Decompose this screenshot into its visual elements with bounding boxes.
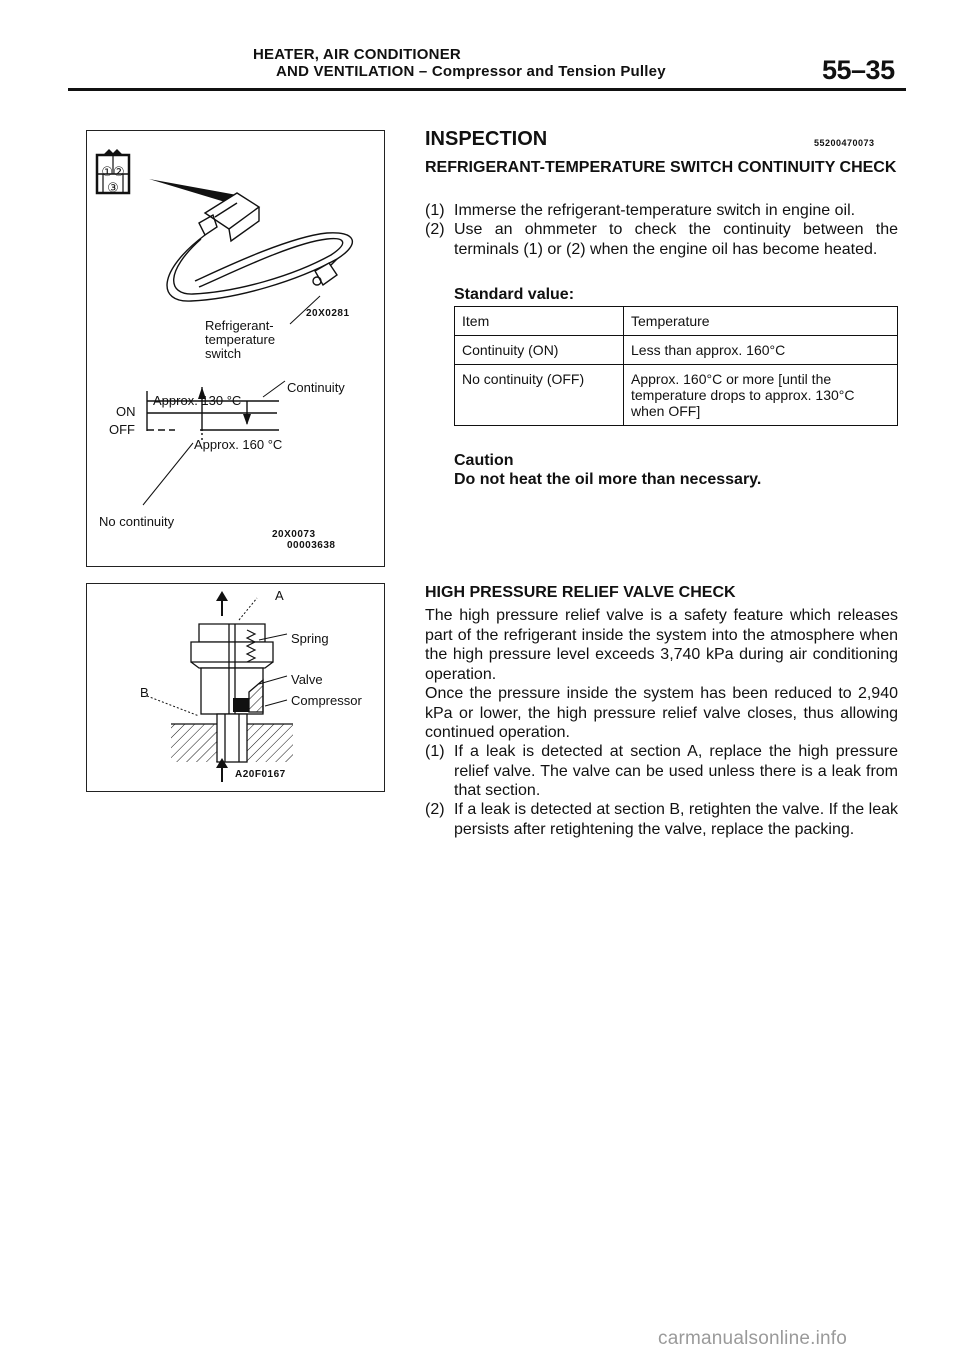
relief-step-1-number: (1): [425, 743, 445, 760]
figure-switch: [86, 130, 385, 567]
inspection-subtitle: REFRIGERANT-TEMPERATURE SWITCH CONTINUITY CHECK: [425, 159, 897, 176]
connector-pins-top: ①②: [101, 164, 125, 179]
step-2-text: Use an ohmmeter to check the continuity between the terminals (1) or (2) when the engine oil has become heated.: [454, 221, 898, 258]
relief-step-2: [425, 800, 898, 860]
table-header-cell: Temperature: [624, 307, 898, 336]
relief-valve-illustration: [87, 584, 384, 791]
figure-relief-valve: [86, 583, 385, 792]
relief-step-2-number: (2): [425, 801, 445, 818]
relief-step-1-text: If a leak is detected at section A, replace the high pressure relief valve. The valve can be used unless there is a leak from that section.: [454, 743, 898, 799]
caution-text: Do not heat the oil more than necessary.: [454, 471, 762, 488]
relief-intro-1: The high pressure relief valve is a safety feature which releases part of the refrigerant inside the system into the atmosphere when the high pressure level exceeds 3,740 kPa during air conditioning operation.: [425, 607, 898, 683]
table-header-cell: Item: [455, 307, 624, 336]
approx-160-label: Approx. 160 °C: [194, 437, 283, 452]
header-rule: [68, 88, 906, 91]
table-header-row: [455, 307, 898, 336]
table-row: [455, 336, 898, 365]
connector-pins-bottom: ③: [107, 180, 119, 195]
step-1-text: Immerse the refrigerant-temperature switch in engine oil.: [454, 202, 856, 219]
step-1: [425, 201, 898, 221]
switch-label-line1: Refrigerant-: [205, 318, 274, 333]
off-label: OFF: [109, 422, 135, 437]
page-number: 55–35: [822, 55, 895, 85]
inspection-code: 55200470073: [814, 138, 875, 148]
compressor-label: Compressor: [291, 693, 362, 708]
figure-code-chart: 20X0073: [272, 529, 316, 540]
relief-step-2-text: If a leak is detected at section B, retighten the valve. If the leak persists after retightening the valve, replace the packing.: [454, 801, 898, 838]
approx-130-label: Approx. 130 °C: [153, 393, 242, 408]
header-title-line1: HEATER, AIR CONDITIONER: [253, 46, 461, 63]
inspection-title: INSPECTION: [425, 128, 548, 150]
on-label: ON: [116, 404, 136, 419]
table-cell: Continuity (ON): [455, 336, 624, 365]
figure-code-switch: 20X0281: [306, 308, 350, 319]
table-cell: No continuity (OFF): [455, 365, 624, 426]
relief-step-1: [425, 742, 898, 802]
caution-title: Caution: [454, 452, 514, 469]
section-a-label: A: [275, 588, 284, 603]
header-title-line2: AND VENTILATION – Compressor and Tension Pulley: [276, 63, 666, 80]
switch-label-line2: temperature: [205, 332, 276, 347]
table-cell: Less than approx. 160°C: [624, 336, 898, 365]
relief-title: HIGH PRESSURE RELIEF VALVE CHECK: [425, 584, 736, 601]
no-continuity-label: No continuity: [99, 514, 175, 529]
step-2: [425, 220, 898, 280]
figure-code-valve: A20F0167: [235, 769, 286, 780]
figure-code-chart-2: 00003638: [287, 540, 336, 551]
section-b-label: B: [140, 685, 149, 700]
spec-table: [454, 306, 898, 426]
spring-label: Spring: [291, 631, 329, 646]
valve-label: Valve: [291, 672, 323, 687]
table-cell: Approx. 160°C or more [until the temperature drops to approx. 130°C when OFF]: [624, 365, 898, 426]
step-2-number: (2): [425, 221, 445, 238]
step-1-number: (1): [425, 202, 445, 219]
continuity-label: Continuity: [287, 380, 345, 395]
relief-intro-2: Once the pressure inside the system has been reduced to 2,940 kPa or lower, the high pressure relief valve closes, thus allowing continued operation.: [425, 685, 898, 741]
standard-value-label: Standard value:: [454, 286, 575, 303]
table-row: [455, 365, 898, 426]
switch-label-line3: switch: [205, 346, 242, 361]
watermark: carmanualsonline.info: [658, 1328, 848, 1349]
